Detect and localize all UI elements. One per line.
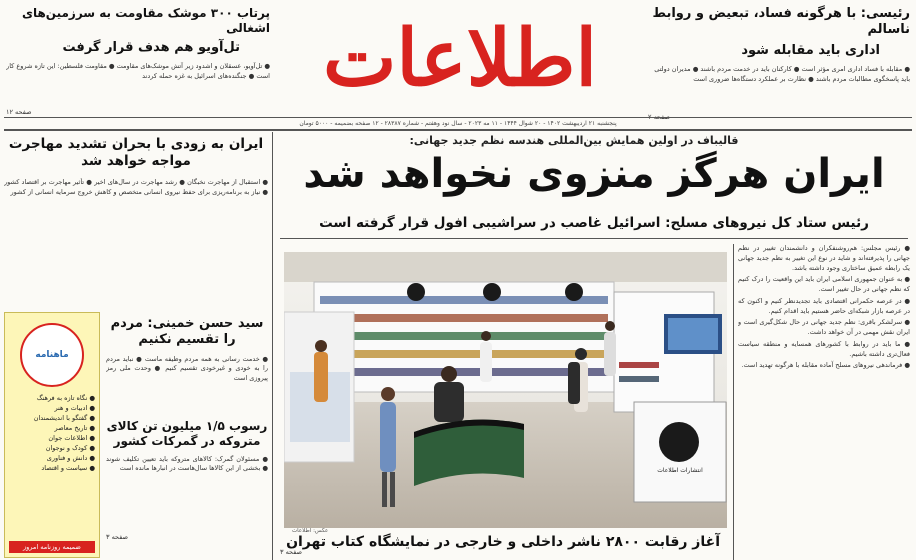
book-fair-photo-svg [284, 252, 727, 528]
date-rule-bottom [4, 129, 912, 131]
right-para-2: ● به عنوان جمهوری اسلامی ایران باید این واقعیت را درک کنیم که نظم جهانی در حال تغییر است. [738, 275, 910, 293]
top-right-headline-2: اداری باید مقابله شود [741, 42, 880, 58]
right-para-4: ● سرلشکر باقری: نظم جدید جهانی در حال شکل‌گیری است و ایران نقش مهمی در آن خواهد داشت. [738, 318, 910, 336]
date-line: پنجشنبه ۲۱ اردیبهشت ۱۴۰۲ - ۲۰ شوال ۱۴۴۴ - ۱۱ مه ۲۰۲۳ - سال نود وهفتم - شماره ۲۸۳۸۷ - ۱۲ صفحه بضمیمه - ۵۰۰۰ تومان [299, 120, 617, 127]
right-para-3: ● در عرصه حکمرانی اقتصادی باید تجدیدنظر کنیم و اکنون که در عرصه بازار شبکه‌ای حاضر هستیم باید اقدام کنیم. [738, 296, 910, 315]
story1-headline: ایران به زودی با بحران تشدید مهاجرت مواجه خواهد شد [8, 136, 264, 169]
story2-headline: سید حسن خمینی: مردم را تقسیم نکنیم [110, 316, 264, 348]
promo-box [4, 312, 100, 558]
top-left-headline-2: تل‌آویو هم هدف قرار گرفت [62, 40, 240, 55]
promo-item-2: ● ادبیات و هنر [54, 404, 95, 412]
promo-item-6: ● کودک و نوجوان [45, 444, 95, 452]
book-fair-photo [284, 252, 727, 528]
photo-caption: عکس: اطلاعات [292, 528, 329, 534]
promo-badge-text: ماهنامه [35, 350, 69, 360]
main-headline: ایران هرگز منزوی نخواهد شد [303, 151, 885, 197]
top-left-body: ● تل‌آویو، عسقلان و اشدود زیر آتش موشک‌های مقاومت ● مقاومت فلسطین: این تازه شروع کار است ● جنگنده‌های اسرائیل به غزه حمله کردند [6, 62, 270, 80]
right-para-1: ● رئیس مجلس: هم‌روشنفکران و دانشمندان تغییر در نظم جهانی را پذیرفته‌اند و شاید در نوع این تغییر به نظم جدید جهانی یک رابطه عمیق ساختاری وجود داشته باشد. [738, 244, 910, 272]
photo-headline: آغاز رقابت ۲۸۰۰ ناشر داخلی و خارجی در نمایشگاه کتاب تهران [286, 534, 720, 550]
promo-badge [20, 323, 84, 387]
masthead-logo-text: اطلاعات [322, 13, 598, 104]
story3-headline: رسوب ۱/۵ میلیون تن کالای متروکه در گمرکات کشور [106, 418, 268, 448]
promo-item-5: ● اطلاعات جوان [48, 434, 95, 442]
right-para-5: ● ما باید در روابط با کشورهای همسایه و منطقه سیاست فعال‌تری داشته باشیم. [738, 339, 910, 358]
promo-item-3: ● گفتگو با اندیشمندان [33, 414, 95, 422]
divider-left [272, 132, 273, 560]
top-right-story [648, 6, 910, 116]
left-page-ref: صفحه ۳ [106, 532, 129, 541]
right-column [738, 244, 910, 556]
top-right-body: ● مقابله با فساد اداری امری مؤثر است ● کارکنان باید در خدمت مردم باشند ● مدیران دولتی باید پاسخگوی مطالبات مردم باشند ● نظارت بر عملکرد دستگاه‌ها ضروری است [654, 64, 910, 83]
promo-item-7: ● دانش و فناوری [46, 454, 95, 462]
promo-item-1: ● نگاه تازه به فرهنگ [36, 394, 95, 402]
left-stories [106, 316, 268, 556]
main-subhead: رئیس ستاد کل نیروهای مسلح: اسرائیل غاصب در سراشیبی افول قرار گرفته است [319, 215, 869, 231]
story3-body: ● مسئولان گمرک: کالاهای متروکه باید تعیین تکلیف شوند ● بخشی از این کالاها سال‌هاست در انبارها مانده است [106, 454, 268, 473]
top-left-headline-1: پرتاب ۳۰۰ موشک مقاومت به سرزمین‌های اشغالی [21, 6, 270, 35]
promo-footer: ضمیمه روزنامه امروز [9, 541, 95, 553]
masthead-logo [290, 0, 630, 118]
left-column [4, 132, 268, 560]
headline-rule [280, 238, 908, 239]
divider-right [733, 244, 734, 560]
photo-page-ref: صفحه ۳ [280, 548, 303, 556]
booth-sign: انتشارات اطلاعات [657, 467, 703, 474]
main-kicker: قالیباف در اولین همایش بین‌المللی هندسه نظم جدید جهانی: [409, 134, 739, 147]
promo-item-4: ● تاریخ معاصر [54, 424, 95, 432]
top-right-headline-1: رئیسی: با هرگونه فساد، تبعیض و روابط ناسالم [652, 6, 910, 38]
promo-item-8: ● سیاست و اقتصاد [41, 464, 95, 472]
story1-body: ● استقبال از مهاجرت نخبگان ● رشد مهاجرت در سال‌های اخیر ● تأثیر مهاجرت بر اقتصاد کشور ● نیاز به برنامه‌ریزی برای حفظ نیروی انسانی متخصص و کاهش خروج سرمایه انسانی از کشور [4, 177, 268, 196]
top-left-page-ref: صفحه ۱۲ [6, 108, 32, 117]
story2-body: ● خدمت رسانی به همه مردم وظیفه ماست ● نباید مردم را به خودی و غیرخودی تقسیم کنیم ● وحدت ملی رمز پیروزی است [106, 354, 268, 382]
top-left-story [6, 6, 270, 116]
right-para-6: ● فرماندهی نیروهای مسلح آماده مقابله با هرگونه تهدید است. [741, 361, 910, 370]
